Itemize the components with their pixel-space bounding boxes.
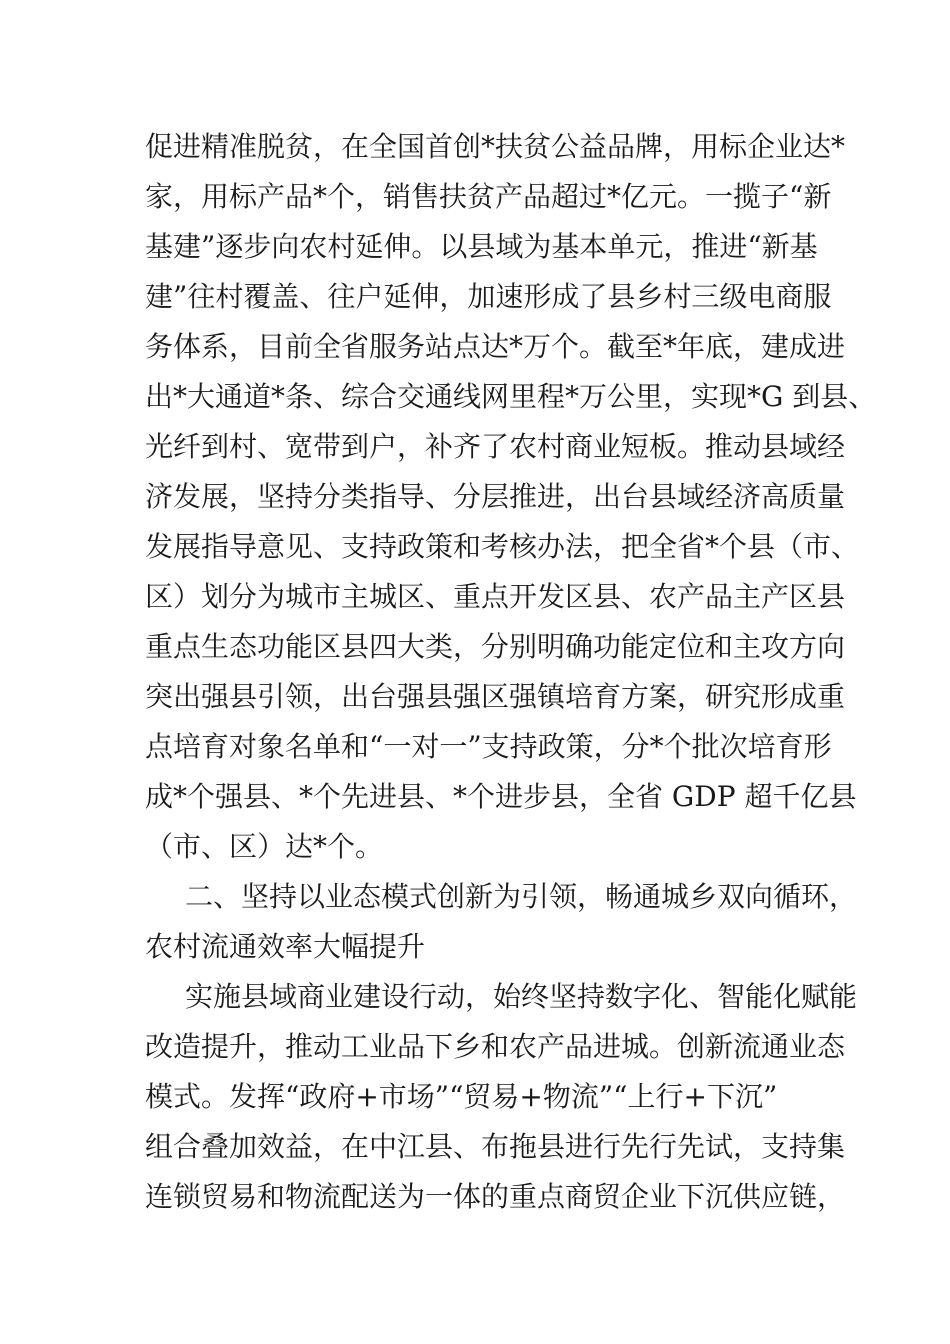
text-line: 基建”逐步向农村延伸。以县域为基本单元，推进“新基 <box>145 230 818 263</box>
text-line: 区）划分为城市主城区、重点开发区县、农产品主产区县 <box>145 580 846 613</box>
text-line: 改造提升，推动工业品下乡和农产品进城。创新流通业态 <box>145 1030 846 1063</box>
text-line: 光纤到村、宽带到户，补齐了农村商业短板。推动县域经 <box>145 430 846 463</box>
text-line: 促进精准脱贫，在全国首创*扶贫公益品牌，用标企业达* <box>145 130 846 163</box>
document-body <box>145 122 877 1222</box>
text-line: 发展指导意见、支持政策和考核办法，把全省*个县（市、 <box>145 530 860 563</box>
text-line: （市、区）达*个。 <box>145 830 384 863</box>
text-line: 济发展，坚持分类指导、分层推进，出台县域经济高质量 <box>145 480 846 513</box>
text-line: 模式。发挥“政府+市场”“贸易+物流”“上行+下沉” <box>145 1080 778 1113</box>
section-heading-line: 农村流通效率大幅提升 <box>145 930 426 963</box>
text-line: 建”往村覆盖、往户延伸，加速形成了县乡村三级电商服 <box>145 280 832 313</box>
text-line: 出*大通道*条、综合交通线网里程*万公里，实现*G 到县、 <box>145 380 877 413</box>
text-line: 实施县域商业建设行动，始终坚持数字化、智能化赋能 <box>185 980 858 1013</box>
text-line: 突出强县引领，出台强县强区强镇培育方案，研究形成重 <box>145 680 846 713</box>
text-line: 组合叠加效益，在中江县、布拖县进行先行先试，支持集 <box>145 1130 846 1163</box>
text-line: 务体系，目前全省服务站点达*万个。截至*年底，建成进 <box>145 330 846 363</box>
text-line: 成*个强县、*个先进县、*个进步县，全省 GDP 超千亿县 <box>145 780 857 813</box>
text-line: 点培育对象名单和“一对一”支持政策，分*个批次培育形 <box>145 730 832 763</box>
text-line: 重点生态功能区县四大类，分别明确功能定位和主攻方向 <box>145 630 846 663</box>
text-line: 连锁贸易和物流配送为一体的重点商贸企业下沉供应链， <box>145 1180 846 1213</box>
text-line: 家，用标产品*个，销售扶贫产品超过*亿元。一揽子“新 <box>145 180 832 213</box>
section-heading-line: 二、坚持以业态模式创新为引领，畅通城乡双向循环， <box>185 880 858 913</box>
